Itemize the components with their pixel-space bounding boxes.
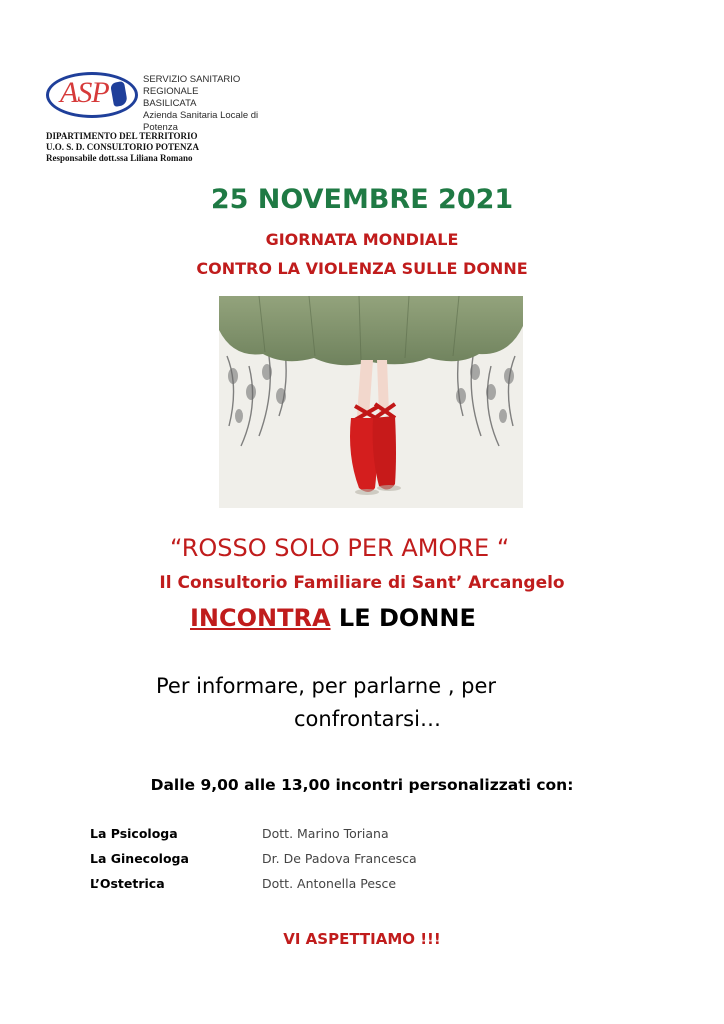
logo-line: SERVIZIO SANITARIO REGIONALE xyxy=(143,74,241,97)
department-line: DIPARTIMENTO DEL TERRITORIO xyxy=(46,131,198,141)
logo-brand: ASP xyxy=(60,76,109,109)
meet-heading-part1: INCONTRA xyxy=(190,604,331,632)
event-date: 25 NOVEMBRE 2021 xyxy=(210,184,514,215)
asp-logo xyxy=(46,70,284,133)
logo-line: BASILICATA xyxy=(143,98,197,109)
logo-text xyxy=(143,74,284,134)
inform-line2: confrontarsi… xyxy=(294,707,441,731)
consultorio-name: Il Consultorio Familiare di Sant’ Arcangelo xyxy=(159,573,565,593)
meet-heading-part2: LE DONNE xyxy=(338,604,476,632)
hours-info: Dalle 9,00 alle 13,00 incontri personalizzati con: xyxy=(150,776,574,794)
staff-role-psychologist: La Psicologa xyxy=(90,826,178,841)
department-line: Responsabile dott.ssa Liliana Romano xyxy=(46,153,193,163)
inform-line1: Per informare, per parlarne , per xyxy=(156,674,497,698)
closing-message: VI ASPETTIAMO !!! xyxy=(283,930,441,948)
staff-name-midwife: Dott. Antonella Pesce xyxy=(262,876,397,891)
meet-heading xyxy=(190,604,476,632)
logo-line: Azienda Sanitaria Locale di Potenza xyxy=(143,110,259,133)
event-subtitle-line2: CONTRO LA VIOLENZA SULLE DONNE xyxy=(196,259,528,278)
ballerina-illustration xyxy=(219,296,523,508)
slogan: “ROSSO SOLO PER AMORE “ xyxy=(170,534,510,562)
red-ballet-shoes-image xyxy=(219,296,523,508)
staff-role-gynecologist: La Ginecologa xyxy=(90,851,189,866)
staff-name-psychologist: Dott. Marino Toriana xyxy=(262,826,389,841)
event-subtitle-line1: GIORNATA MONDIALE xyxy=(265,230,459,249)
staff-name-gynecologist: Dr. De Padova Francesca xyxy=(262,851,417,866)
department-line: U.O. S. D. CONSULTORIO POTENZA xyxy=(46,142,200,152)
department-block xyxy=(46,131,199,164)
staff-role-midwife: L’Ostetrica xyxy=(90,876,165,891)
